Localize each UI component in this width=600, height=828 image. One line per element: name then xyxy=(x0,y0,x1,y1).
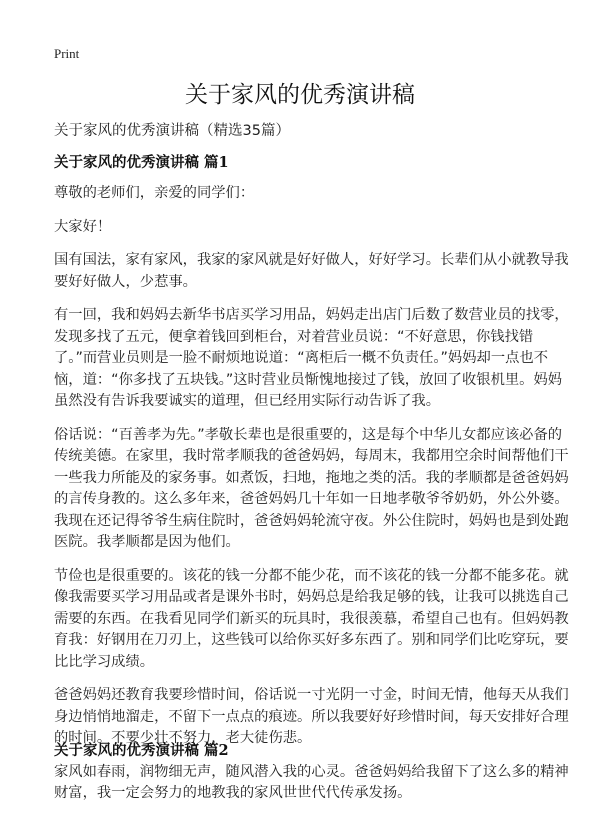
print-link[interactable]: Print xyxy=(54,46,80,61)
paragraph: 节俭也是很重要的。该花的钱一分都不能少花，而不该花的钱一分都不能多花。就像我需要买学习用品或者是课外书时，妈妈总是给我足够的钱，让我可以挑选自己需要的东西。在我看见同学们新买的玩具时，我很羡慕，希望自己也有。但妈妈教育我：好钢用在刀刃上，这些钱可以给你买好多东西了。别和同学们比吃穿玩，要比比学习成绩。 xyxy=(54,567,569,670)
section-heading-1: 关于家风的优秀演讲稿 篇1 xyxy=(54,154,229,171)
paragraph: 爸爸妈妈还教育我要珍惜时间，俗话说一寸光阴一寸金，时间无情，他每天从我们身边悄悄地溜走，不留下一点点的痕迹。所以我要好好珍惜时间，每天安排好合理的时间。不要少壮不努力，老大徒伤悲。 xyxy=(54,687,569,746)
paragraph: 俗话说：“百善孝为先。”孝敬长辈也是很重要的，这是每个中华儿女都应该必备的传统美德。在家里，我时常孝顺我的爸爸妈妈，每周末，我都用空余时间帮他们干一些我力所能及的家务事。如煮饭，扫地，拖地之类的活。我的孝顺都是爸爸妈妈的言传身教的。这么多年来，爸爸妈妈几十年如一日地孝敬爷爷奶奶，外公外婆。我现在还记得爷爷生病住院时，爸爸妈妈轮流守夜。外公住院时，妈妈也是到处跑医院。我孝顺都是因为他们。 xyxy=(54,426,569,550)
document-title: 关于家风的优秀演讲稿 xyxy=(185,82,415,108)
paragraph: 家风如春雨，润物细无声，随风潜入我的心灵。爸爸妈妈给我留下了这么多的精神财富，我一定会努力的地教我的家风世世代代传承发扬。 xyxy=(54,763,569,801)
section-heading-2: 关于家风的优秀演讲稿 篇2 xyxy=(54,742,229,759)
paragraph-hello: 大家好！ xyxy=(54,218,112,235)
paragraph-greeting: 尊敬的老师们，亲爱的同学们： xyxy=(54,185,255,201)
document-subtitle: 关于家风的优秀演讲稿（精选35篇） xyxy=(54,123,290,139)
paragraph: 国有国法，家有家风，我家的家风就是好好做人，好好学习。长辈们从小就教导我要好好做人，少惹事。 xyxy=(54,252,569,290)
paragraph: 有一回，我和妈妈去新华书店买学习用品，妈妈走出店门后数了数营业员的找零，发现多找了五元，便拿着钱回到柜台，对着营业员说：“不好意思，你钱找错了。”而营业员则是一脸不耐烦地说道：“离柜后一概不负责任。”妈妈却一点也不恼，道：“你多找了五块钱。”这时营业员惭愧地接过了钱，放回了收银机里。妈妈虽然没有告诉我要诚实的道理，但已经用实际行动告诉了我。 xyxy=(54,307,569,409)
section-1-body xyxy=(54,183,574,817)
